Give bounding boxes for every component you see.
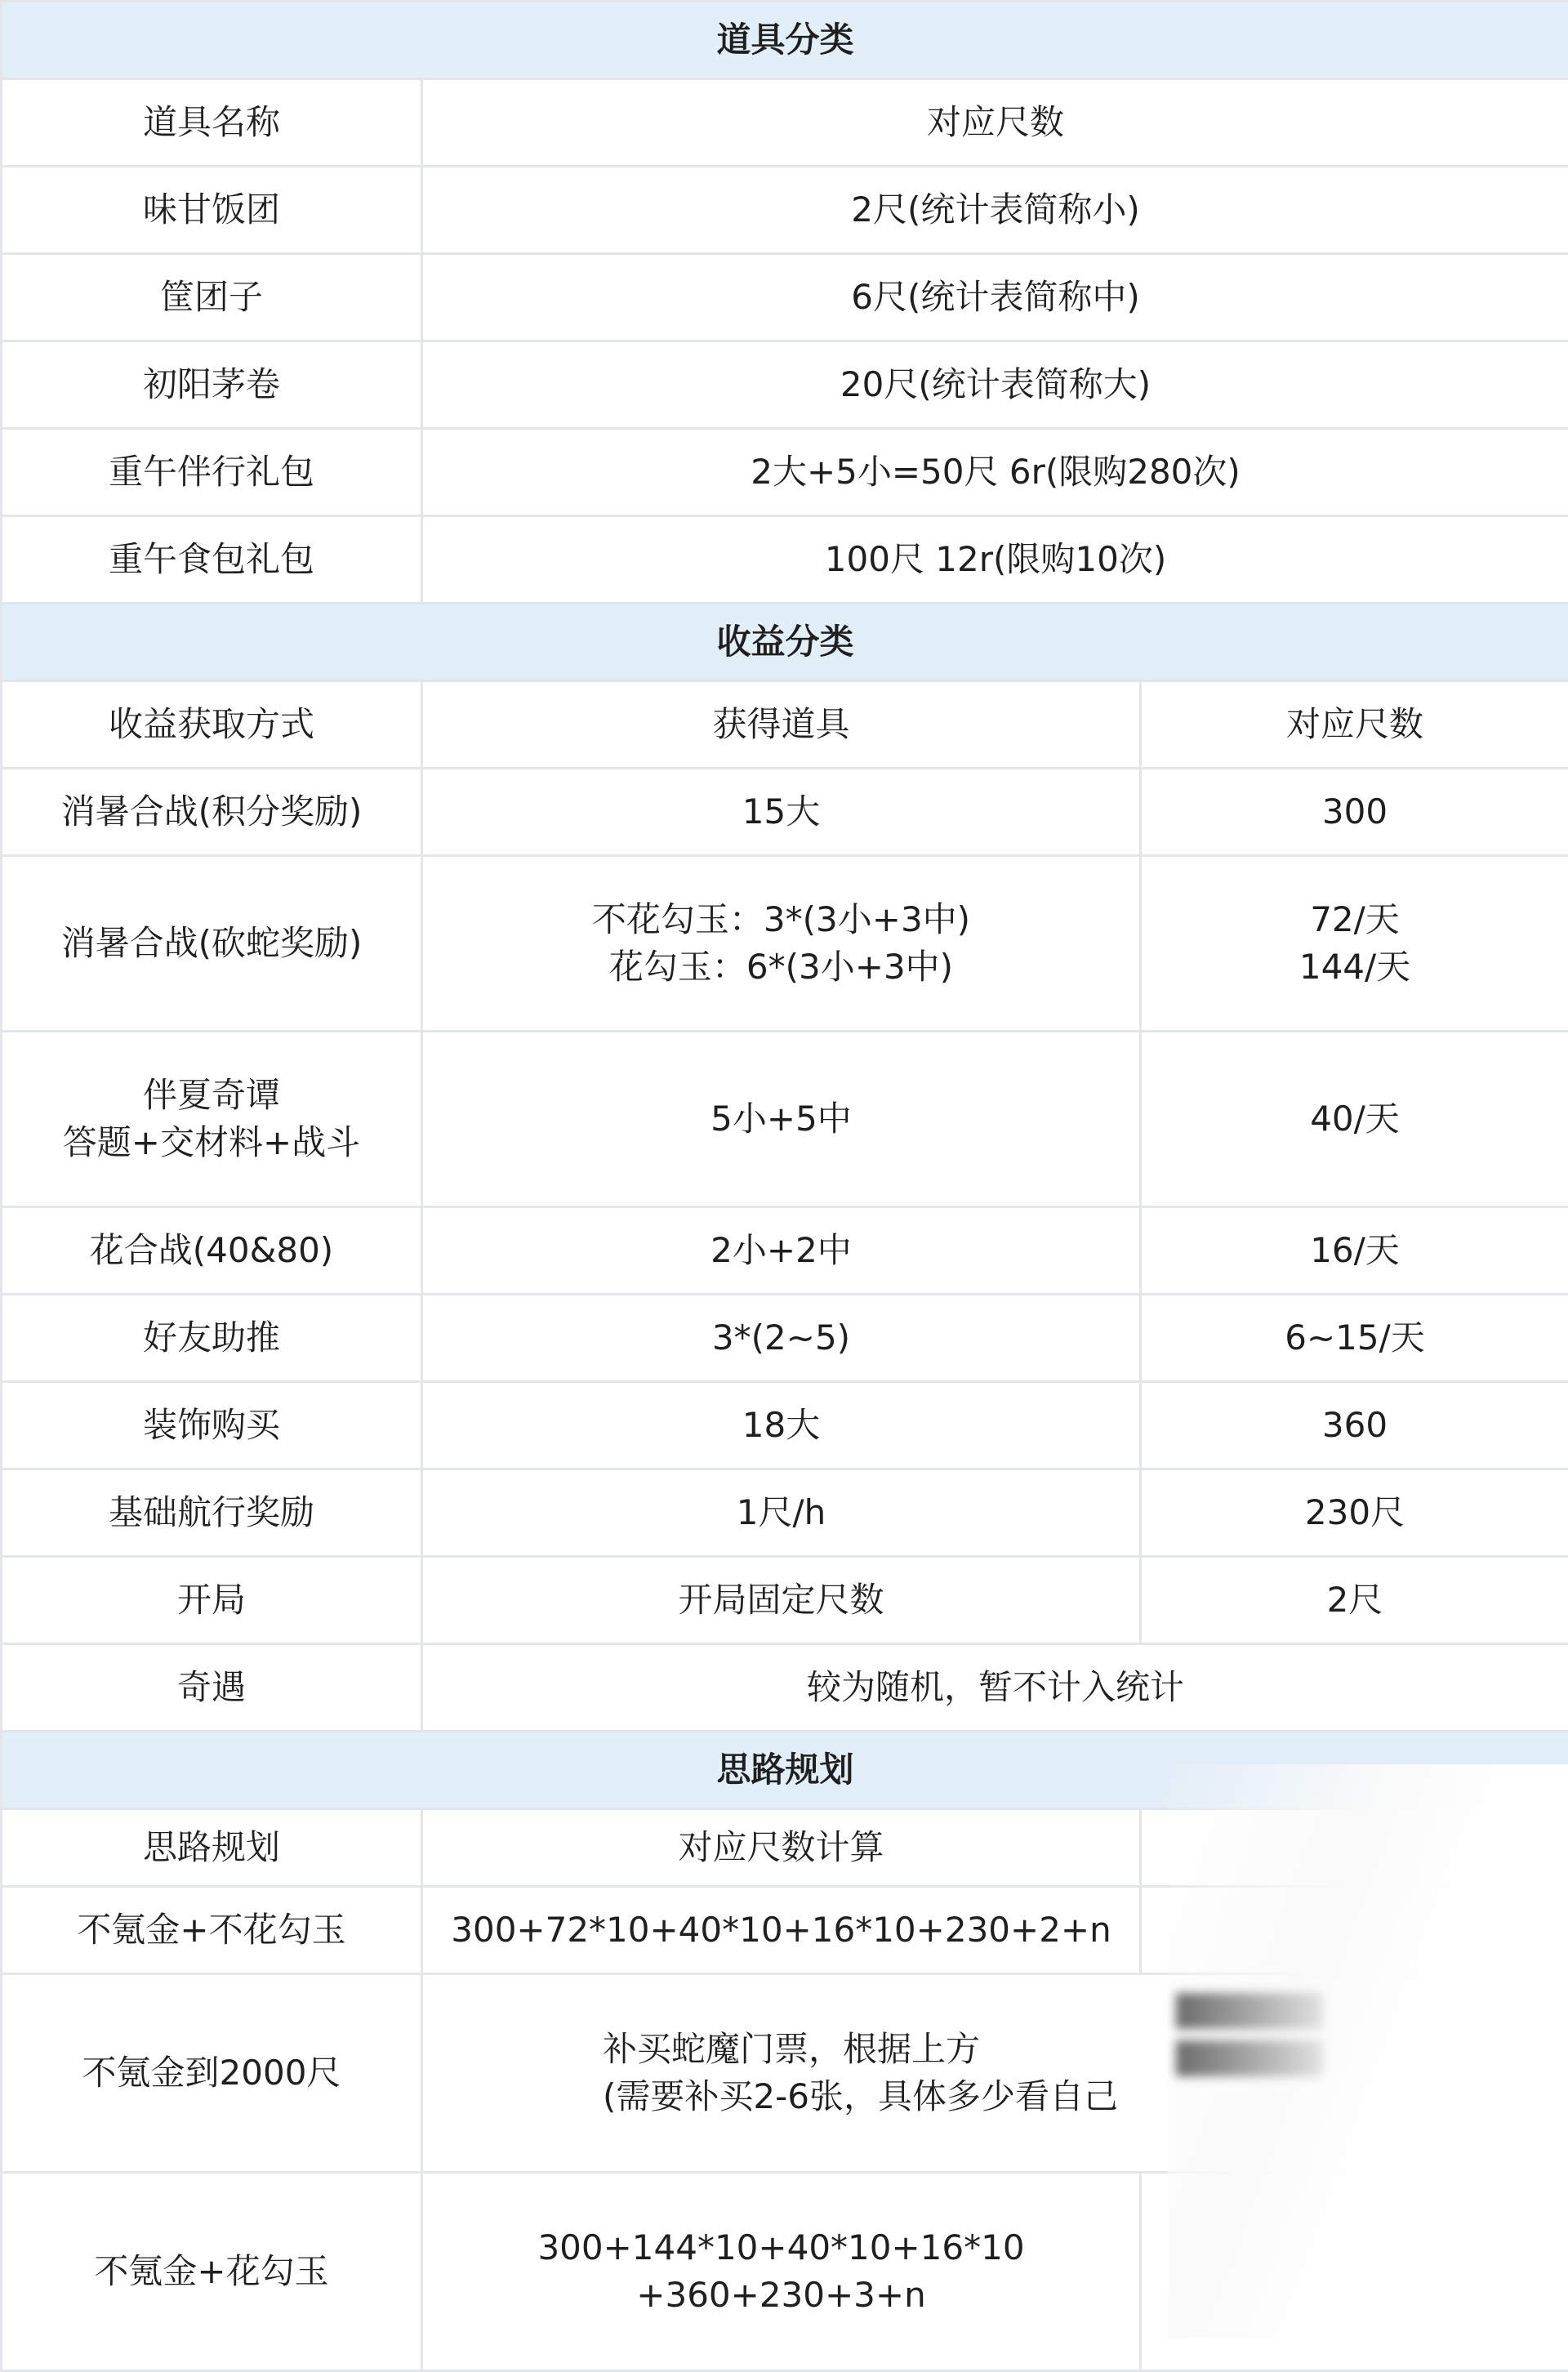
section-title-plan: 思路规划	[2, 1732, 1568, 1809]
plan-name: 不氪金+花勾玉	[2, 2173, 422, 2371]
item-value: 2尺(统计表简称小)	[422, 167, 1568, 254]
header-income-value: 对应尺数	[1141, 681, 1568, 769]
item-value: 6尺(统计表简称中)	[422, 254, 1568, 341]
item-name: 重午伴行礼包	[2, 429, 422, 516]
item-name: 初阳茅卷	[2, 341, 422, 429]
item-name: 味甘饭团	[2, 167, 422, 254]
section-title-income: 收益分类	[2, 604, 1568, 681]
income-method: 基础航行奖励	[2, 1469, 422, 1557]
header-item-value: 对应尺数	[422, 79, 1568, 167]
header-plan-calc: 对应尺数计算	[422, 1809, 1141, 1887]
plan-empty-cell	[1141, 2173, 1568, 2371]
income-item: 开局固定尺数	[422, 1557, 1141, 1644]
plan-empty-cell	[1141, 1887, 1568, 1974]
income-method: 装饰购买	[2, 1382, 422, 1469]
income-item: 3*(2~5)	[422, 1295, 1141, 1382]
income-method: 好友助推	[2, 1295, 422, 1382]
income-item: 2小+2中	[422, 1207, 1141, 1295]
income-item: 1尺/h	[422, 1469, 1141, 1557]
header-plan: 思路规划	[2, 1809, 422, 1887]
item-name: 重午食包礼包	[2, 516, 422, 604]
income-value: 360	[1141, 1382, 1568, 1469]
item-value: 2大+5小=50尺 6r(限购280次)	[422, 429, 1568, 516]
income-random-note: 较为随机，暂不计入统计	[422, 1644, 1568, 1732]
header-income-item: 获得道具	[422, 681, 1141, 769]
plan-calc: 补买蛇魔门票，根据上方 (需要补买2-6张，具体多少看自己	[422, 1974, 1568, 2173]
income-value: 6~15/天	[1141, 1295, 1568, 1382]
income-item: 15大	[422, 769, 1141, 856]
plan-name: 不氪金+不花勾玉	[2, 1887, 422, 1974]
plan-calc: 300+144*10+40*10+16*10 +360+230+3+n	[422, 2173, 1141, 2371]
blurred-text-overlay	[1176, 2040, 1323, 2076]
income-method: 奇遇	[2, 1644, 422, 1732]
income-method: 伴夏奇谭 答题+交材料+战斗	[2, 1032, 422, 1207]
income-method: 消暑合战(积分奖励)	[2, 769, 422, 856]
income-value: 2尺	[1141, 1557, 1568, 1644]
item-name: 筐团子	[2, 254, 422, 341]
income-item: 18大	[422, 1382, 1141, 1469]
income-value: 16/天	[1141, 1207, 1568, 1295]
income-method: 开局	[2, 1557, 422, 1644]
income-value: 40/天	[1141, 1032, 1568, 1207]
header-item-name: 道具名称	[2, 79, 422, 167]
income-item: 5小+5中	[422, 1032, 1141, 1207]
plan-name: 不氪金到2000尺	[2, 1974, 422, 2173]
income-value: 300	[1141, 769, 1568, 856]
plan-empty-cell	[1141, 1809, 1568, 1887]
item-value: 20尺(统计表简称大)	[422, 341, 1568, 429]
income-value: 72/天 144/天	[1141, 856, 1568, 1032]
plan-calc: 300+72*10+40*10+16*10+230+2+n	[422, 1887, 1141, 1974]
item-value: 100尺 12r(限购10次)	[422, 516, 1568, 604]
income-method: 消暑合战(砍蛇奖励)	[2, 856, 422, 1032]
blurred-text-overlay	[1176, 1993, 1323, 2029]
income-item: 不花勾玉：3*(3小+3中) 花勾玉：6*(3小+3中)	[422, 856, 1141, 1032]
income-value: 230尺	[1141, 1469, 1568, 1557]
header-income-method: 收益获取方式	[2, 681, 422, 769]
section-title-items: 道具分类	[2, 2, 1568, 79]
income-method: 花合战(40&80)	[2, 1207, 422, 1295]
